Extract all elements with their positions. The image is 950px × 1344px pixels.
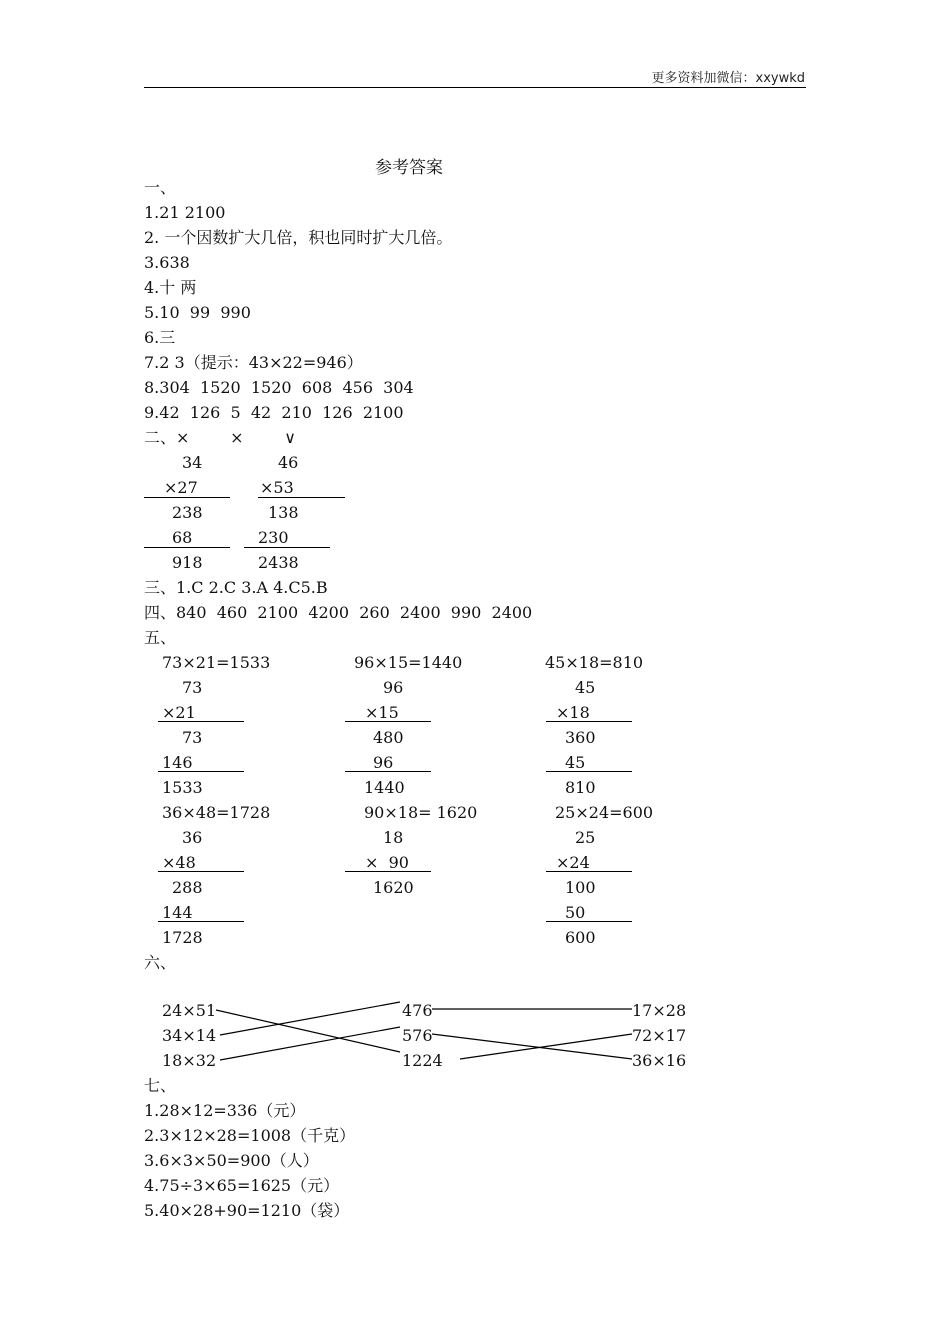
match-left-item: 18×32 bbox=[162, 1051, 217, 1070]
section7-heading: 七、 bbox=[144, 1076, 177, 1095]
calc-a-line: 68 bbox=[172, 528, 193, 547]
problem-line: ×24 bbox=[556, 853, 590, 872]
header-note: 更多资料加微信：xxywkd bbox=[651, 71, 805, 86]
calc-b-line: 230 bbox=[258, 528, 289, 547]
problem-line: 45 bbox=[575, 678, 596, 697]
section2-heading: 二、× × ∨ bbox=[144, 428, 296, 447]
calc-b-line: 46 bbox=[278, 453, 299, 472]
section7-item: 2.3×12×28=1008（千克） bbox=[144, 1126, 356, 1145]
match-link-right bbox=[432, 1034, 632, 1059]
match-link-left bbox=[220, 1002, 400, 1035]
calc-b-line: ×53 bbox=[260, 478, 294, 497]
match-right-item: 72×17 bbox=[632, 1026, 687, 1045]
problem-line: 1728 bbox=[162, 928, 203, 947]
problem-equation: 73×21=1533 bbox=[162, 653, 271, 672]
match-left-item: 34×14 bbox=[162, 1026, 217, 1045]
problem-line: 18 bbox=[383, 828, 404, 847]
problem-line: 100 bbox=[565, 878, 596, 897]
calc-b-line: 2438 bbox=[258, 553, 299, 572]
problem-line: 73 bbox=[182, 728, 203, 747]
match-right-item: 17×28 bbox=[632, 1001, 687, 1020]
problem-line: 73 bbox=[182, 678, 203, 697]
problem-equation: 90×18= 1620 bbox=[364, 803, 478, 822]
problem-line: 810 bbox=[565, 778, 596, 797]
match-middle-item: 1224 bbox=[402, 1051, 443, 1070]
problem-line: 360 bbox=[565, 728, 596, 747]
calc-a-line: ×27 bbox=[164, 478, 198, 497]
section6-heading: 六、 bbox=[144, 953, 177, 972]
page-title: 参考答案 bbox=[375, 158, 443, 178]
problem-line: 96 bbox=[373, 753, 394, 772]
section1-item: 4.十 两 bbox=[144, 278, 197, 297]
problem-equation: 25×24=600 bbox=[555, 803, 654, 822]
section1-item: 6.三 bbox=[144, 328, 176, 347]
match-left-item: 24×51 bbox=[162, 1001, 217, 1020]
problem-line: 146 bbox=[162, 753, 193, 772]
problem-line: 25 bbox=[575, 828, 596, 847]
match-right-item: 36×16 bbox=[632, 1051, 687, 1070]
section7-item: 1.28×12=336（元） bbox=[144, 1101, 306, 1120]
problem-line: 1533 bbox=[162, 778, 203, 797]
problem-equation: 45×18=810 bbox=[545, 653, 644, 672]
problem-line: × 90 bbox=[365, 853, 409, 872]
section1-heading: 一、 bbox=[144, 178, 177, 197]
problem-line: ×18 bbox=[556, 703, 590, 722]
section4-text: 四、840 460 2100 4200 260 2400 990 2400 bbox=[144, 603, 533, 622]
section3-text: 三、1.C 2.C 3.A 4.C5.B bbox=[144, 578, 328, 597]
match-middle-item: 576 bbox=[402, 1026, 433, 1045]
problem-line: ×15 bbox=[365, 703, 399, 722]
section7-item: 3.6×3×50=900（人） bbox=[144, 1151, 319, 1170]
problem-equation: 96×15=1440 bbox=[354, 653, 463, 672]
section7-item: 4.75÷3×65=1625（元） bbox=[144, 1176, 340, 1195]
problem-line: 45 bbox=[565, 753, 586, 772]
section5-heading: 五、 bbox=[144, 628, 177, 647]
section1-item: 5.10 99 990 bbox=[144, 303, 251, 322]
calc-a-line: 34 bbox=[182, 453, 203, 472]
problem-line: 1620 bbox=[373, 878, 414, 897]
section1-item: 3.638 bbox=[144, 253, 190, 272]
section7-item: 5.40×28+90=1210（袋） bbox=[144, 1201, 350, 1220]
section1-item: 9.42 126 5 42 210 126 2100 bbox=[144, 403, 404, 422]
section1-item: 1.21 2100 bbox=[144, 203, 226, 222]
problem-line: 600 bbox=[565, 928, 596, 947]
problem-line: 288 bbox=[172, 878, 203, 897]
problem-line: ×21 bbox=[162, 703, 196, 722]
problem-line: 96 bbox=[383, 678, 404, 697]
problem-line: 36 bbox=[182, 828, 203, 847]
problem-line: 480 bbox=[373, 728, 404, 747]
match-middle-item: 476 bbox=[402, 1001, 433, 1020]
calc-a-line: 238 bbox=[172, 503, 203, 522]
section1-item: 8.304 1520 1520 608 456 304 bbox=[144, 378, 414, 397]
problem-equation: 36×48=1728 bbox=[162, 803, 271, 822]
problem-line: ×48 bbox=[162, 853, 196, 872]
calc-b-line: 138 bbox=[268, 503, 299, 522]
calc-a-line: 918 bbox=[172, 553, 203, 572]
section1-item: 2. 一个因数扩大几倍，积也同时扩大几倍。 bbox=[144, 228, 453, 247]
section1-item: 7.2 3（提示：43×22=946） bbox=[144, 353, 363, 372]
problem-line: 1440 bbox=[364, 778, 405, 797]
problem-line: 50 bbox=[565, 903, 586, 922]
problem-line: 144 bbox=[162, 903, 193, 922]
